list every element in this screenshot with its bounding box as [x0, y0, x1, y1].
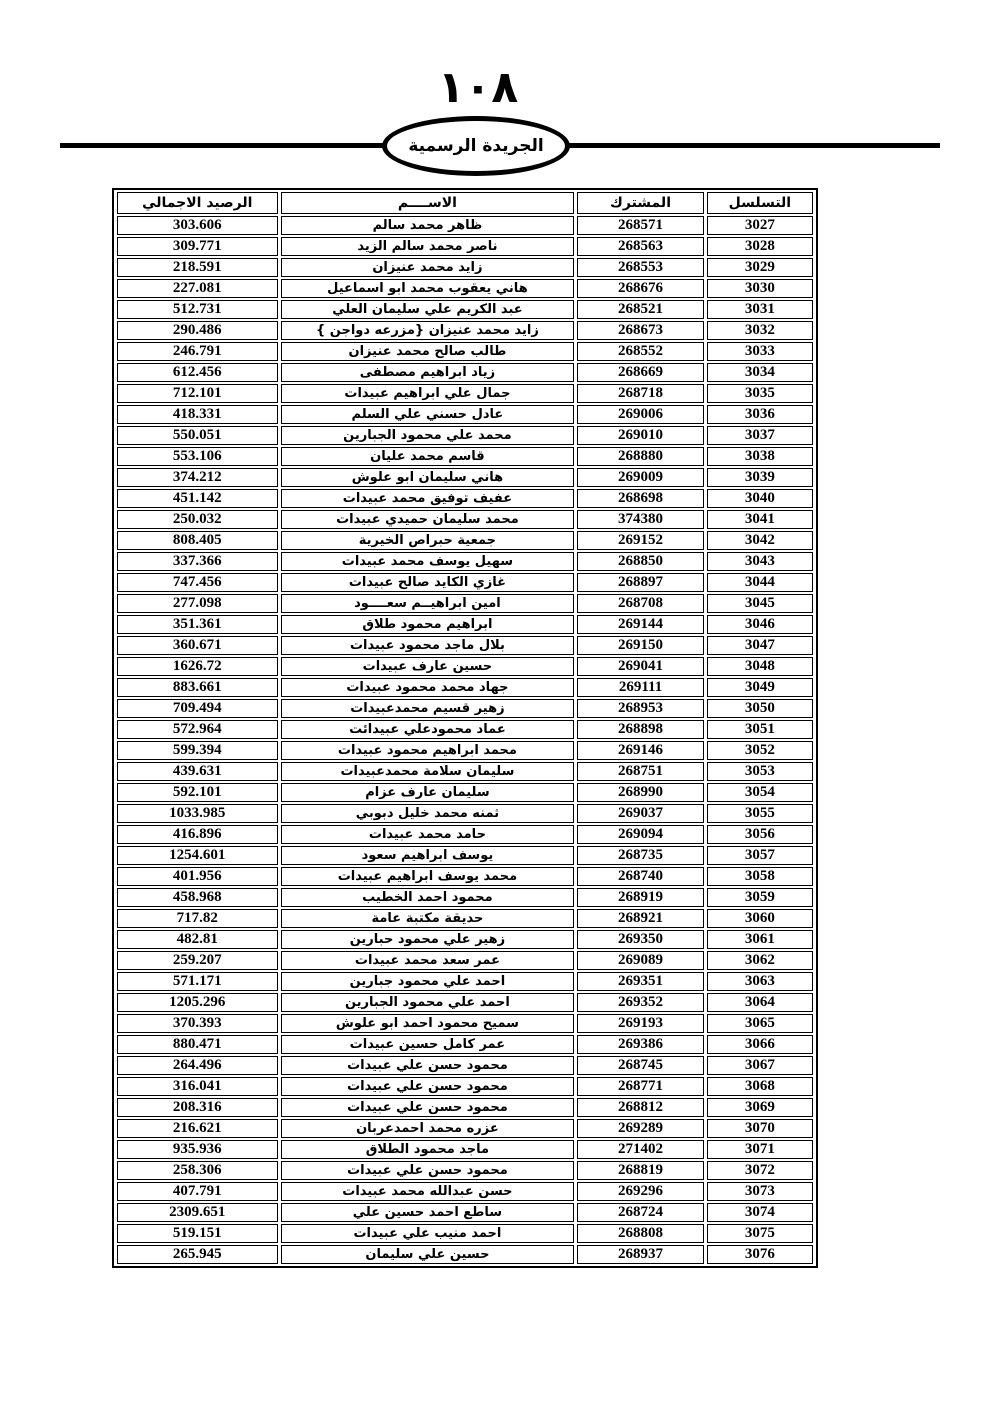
cell-name: زايد محمد عنيزان [281, 258, 575, 277]
table-row [117, 279, 813, 298]
cell-balance: 370.393 [117, 1014, 278, 1033]
cell-subscriber: 269352 [577, 993, 703, 1012]
table-row [117, 300, 813, 319]
cell-serial: 3038 [707, 447, 813, 466]
gazette-ellipse-badge [382, 116, 570, 176]
cell-name: عمر سعد محمد عبيدات [281, 951, 575, 970]
cell-serial: 3042 [707, 531, 813, 550]
cell-subscriber: 269146 [577, 741, 703, 760]
cell-subscriber: 269111 [577, 678, 703, 697]
cell-balance: 550.051 [117, 426, 278, 445]
cell-serial: 3039 [707, 468, 813, 487]
cell-subscriber: 269041 [577, 657, 703, 676]
table-row [117, 1203, 813, 1222]
cell-subscriber: 269289 [577, 1119, 703, 1138]
page-number: ١٠٨ [437, 62, 519, 113]
cell-subscriber: 269006 [577, 405, 703, 424]
cell-balance: 592.101 [117, 783, 278, 802]
cell-subscriber: 269010 [577, 426, 703, 445]
cell-name: ظاهر محمد سالم [281, 216, 575, 235]
cell-subscriber: 269144 [577, 615, 703, 634]
cell-name: عماد محمودعلي عبيدائت [281, 720, 575, 739]
cell-subscriber: 268676 [577, 279, 703, 298]
cell-balance: 401.956 [117, 867, 278, 886]
cell-serial: 3059 [707, 888, 813, 907]
cell-balance: 451.142 [117, 489, 278, 508]
cell-serial: 3031 [707, 300, 813, 319]
cell-serial: 3029 [707, 258, 813, 277]
table-header-row [117, 192, 813, 214]
table-row [117, 783, 813, 802]
cell-balance: 553.106 [117, 447, 278, 466]
cell-balance: 407.791 [117, 1182, 278, 1201]
table-row [117, 636, 813, 655]
cell-serial: 3049 [707, 678, 813, 697]
cell-serial: 3053 [707, 762, 813, 781]
gazette-title: الجريدة الرسمية [408, 136, 544, 156]
cell-subscriber: 268921 [577, 909, 703, 928]
cell-balance: 277.098 [117, 594, 278, 613]
table-row [117, 1077, 813, 1096]
cell-subscriber: 268898 [577, 720, 703, 739]
cell-serial: 3068 [707, 1077, 813, 1096]
cell-name: سليمان سلامة محمدعبيدات [281, 762, 575, 781]
cell-balance: 599.394 [117, 741, 278, 760]
cell-name: غازي الكايد صالح عبيدات [281, 573, 575, 592]
cell-serial: 3044 [707, 573, 813, 592]
cell-name: عمر كامل حسين عبيدات [281, 1035, 575, 1054]
table-row [117, 1224, 813, 1243]
cell-name: عزره محمد احمدعربان [281, 1119, 575, 1138]
cell-subscriber: 269037 [577, 804, 703, 823]
table-row [117, 1014, 813, 1033]
cell-subscriber: 268563 [577, 237, 703, 256]
cell-subscriber: 268808 [577, 1224, 703, 1243]
cell-name: جمعية حبراص الخيرية [281, 531, 575, 550]
cell-balance: 935.936 [117, 1140, 278, 1159]
cell-balance: 216.621 [117, 1119, 278, 1138]
cell-name: زهير علي محمود حبارين [281, 930, 575, 949]
cell-name: محمود حسن علي عبيدات [281, 1056, 575, 1075]
cell-serial: 3054 [707, 783, 813, 802]
table-row [117, 1182, 813, 1201]
cell-balance: 218.591 [117, 258, 278, 277]
cell-balance: 265.945 [117, 1245, 278, 1264]
cell-balance: 712.101 [117, 384, 278, 403]
table-row [117, 762, 813, 781]
col-header-subscriber: المشترك [577, 192, 703, 214]
cell-subscriber: 268552 [577, 342, 703, 361]
cell-subscriber: 268669 [577, 363, 703, 382]
cell-balance: 351.361 [117, 615, 278, 634]
cell-balance: 458.968 [117, 888, 278, 907]
cell-subscriber: 268724 [577, 1203, 703, 1222]
table-row [117, 342, 813, 361]
table-row [117, 972, 813, 991]
col-header-serial: التسلسل [707, 192, 813, 214]
cell-balance: 258.306 [117, 1161, 278, 1180]
table-row [117, 804, 813, 823]
cell-balance: 227.081 [117, 279, 278, 298]
cell-subscriber: 268880 [577, 447, 703, 466]
cell-name: ثمنه محمد خليل دبوبي [281, 804, 575, 823]
cell-balance: 337.366 [117, 552, 278, 571]
cell-serial: 3028 [707, 237, 813, 256]
cell-serial: 3061 [707, 930, 813, 949]
cell-serial: 3034 [707, 363, 813, 382]
cell-serial: 3037 [707, 426, 813, 445]
cell-name: ناصر محمد سالم الزيد [281, 237, 575, 256]
cell-subscriber: 268571 [577, 216, 703, 235]
cell-subscriber: 269009 [577, 468, 703, 487]
cell-serial: 3045 [707, 594, 813, 613]
cell-subscriber: 268897 [577, 573, 703, 592]
table-row [117, 594, 813, 613]
table-row [117, 930, 813, 949]
cell-serial: 3058 [707, 867, 813, 886]
cell-name: هاني يعقوب محمد ابو اسماعيل [281, 279, 575, 298]
cell-name: حسن عبدالله محمد عبيدات [281, 1182, 575, 1201]
table-row [117, 258, 813, 277]
cell-balance: 880.471 [117, 1035, 278, 1054]
table-row [117, 699, 813, 718]
table-row [117, 1056, 813, 1075]
cell-subscriber: 268919 [577, 888, 703, 907]
cell-balance: 374.212 [117, 468, 278, 487]
cell-balance: 572.964 [117, 720, 278, 739]
table-row [117, 657, 813, 676]
table-body [117, 216, 813, 1264]
cell-subscriber: 268740 [577, 867, 703, 886]
cell-name: محمد سليمان حميدي عبيدات [281, 510, 575, 529]
table-row [117, 909, 813, 928]
cell-name: حسين عارف عبيدات [281, 657, 575, 676]
cell-balance: 747.456 [117, 573, 278, 592]
cell-subscriber: 268937 [577, 1245, 703, 1264]
cell-balance: 418.331 [117, 405, 278, 424]
cell-balance: 1033.985 [117, 804, 278, 823]
cell-subscriber: 268553 [577, 258, 703, 277]
table-row [117, 384, 813, 403]
cell-subscriber: 271402 [577, 1140, 703, 1159]
cell-serial: 3030 [707, 279, 813, 298]
cell-subscriber: 268735 [577, 846, 703, 865]
table-row [117, 720, 813, 739]
cell-name: عادل حسني علي السلم [281, 405, 575, 424]
cell-balance: 259.207 [117, 951, 278, 970]
cell-name: محمود حسن علي عبيدات [281, 1077, 575, 1096]
cell-serial: 3047 [707, 636, 813, 655]
cell-serial: 3052 [707, 741, 813, 760]
table-row [117, 468, 813, 487]
cell-subscriber: 268771 [577, 1077, 703, 1096]
table-row [117, 825, 813, 844]
cell-subscriber: 268751 [577, 762, 703, 781]
cell-subscriber: 269386 [577, 1035, 703, 1054]
cell-name: سهيل يوسف محمد عبيدات [281, 552, 575, 571]
cell-balance: 360.671 [117, 636, 278, 655]
cell-name: زياد ابراهيم مصطفى [281, 363, 575, 382]
table-row [117, 741, 813, 760]
cell-name: ماجد محمود الطلاق [281, 1140, 575, 1159]
table-row [117, 951, 813, 970]
cell-serial: 3036 [707, 405, 813, 424]
table-row [117, 615, 813, 634]
cell-name: عفيف توفيق محمد عبيدات [281, 489, 575, 508]
cell-serial: 3043 [707, 552, 813, 571]
cell-subscriber: 268521 [577, 300, 703, 319]
cell-balance: 1626.72 [117, 657, 278, 676]
cell-balance: 717.82 [117, 909, 278, 928]
cell-name: محمود حسن علي عبيدات [281, 1161, 575, 1180]
cell-subscriber: 268990 [577, 783, 703, 802]
table-row [117, 846, 813, 865]
cell-balance: 2309.651 [117, 1203, 278, 1222]
cell-serial: 3072 [707, 1161, 813, 1180]
table-row [117, 363, 813, 382]
cell-name: احمد علي محمود جبارين [281, 972, 575, 991]
cell-balance: 519.151 [117, 1224, 278, 1243]
cell-subscriber: 268819 [577, 1161, 703, 1180]
cell-subscriber: 269094 [577, 825, 703, 844]
col-header-name: الاســــم [281, 192, 575, 214]
cell-balance: 612.456 [117, 363, 278, 382]
cell-name: ساطع احمد حسين علي [281, 1203, 575, 1222]
cell-serial: 3055 [707, 804, 813, 823]
table-row [117, 216, 813, 235]
cell-balance: 571.171 [117, 972, 278, 991]
cell-serial: 3057 [707, 846, 813, 865]
table-row [117, 993, 813, 1012]
cell-serial: 3051 [707, 720, 813, 739]
table-row [117, 1245, 813, 1264]
cell-subscriber: 374380 [577, 510, 703, 529]
cell-serial: 3035 [707, 384, 813, 403]
cell-subscriber: 268673 [577, 321, 703, 340]
cell-serial: 3060 [707, 909, 813, 928]
cell-serial: 3048 [707, 657, 813, 676]
cell-balance: 808.405 [117, 531, 278, 550]
cell-balance: 512.731 [117, 300, 278, 319]
cell-balance: 1205.296 [117, 993, 278, 1012]
cell-subscriber: 269193 [577, 1014, 703, 1033]
table-row [117, 1119, 813, 1138]
cell-subscriber: 269351 [577, 972, 703, 991]
cell-name: جمال علي ابراهيم عبيدات [281, 384, 575, 403]
table-row [117, 321, 813, 340]
cell-balance: 208.316 [117, 1098, 278, 1117]
table-row [117, 405, 813, 424]
cell-subscriber: 269296 [577, 1182, 703, 1201]
cell-serial: 3046 [707, 615, 813, 634]
cell-balance: 709.494 [117, 699, 278, 718]
cell-subscriber: 268698 [577, 489, 703, 508]
cell-serial: 3041 [707, 510, 813, 529]
cell-name: محمد ابراهيم محمود عبيدات [281, 741, 575, 760]
table-row [117, 678, 813, 697]
cell-balance: 482.81 [117, 930, 278, 949]
cell-balance: 303.606 [117, 216, 278, 235]
cell-name: سليمان عارف عزام [281, 783, 575, 802]
cell-name: احمد منيب علي عبيدات [281, 1224, 575, 1243]
cell-balance: 1254.601 [117, 846, 278, 865]
table-row [117, 447, 813, 466]
table-row [117, 510, 813, 529]
col-header-balance: الرصيد الاجمالي [117, 192, 278, 214]
cell-subscriber: 268953 [577, 699, 703, 718]
cell-balance: 264.496 [117, 1056, 278, 1075]
cell-balance: 290.486 [117, 321, 278, 340]
cell-subscriber: 268812 [577, 1098, 703, 1117]
cell-subscriber: 269089 [577, 951, 703, 970]
cell-serial: 3064 [707, 993, 813, 1012]
cell-balance: 250.032 [117, 510, 278, 529]
subscribers-table [112, 188, 818, 1268]
cell-name: حديقة مكتبة عامة [281, 909, 575, 928]
table-row [117, 1098, 813, 1117]
cell-serial: 3067 [707, 1056, 813, 1075]
cell-serial: 3066 [707, 1035, 813, 1054]
cell-name: قاسم محمد عليان [281, 447, 575, 466]
cell-subscriber: 269350 [577, 930, 703, 949]
cell-serial: 3065 [707, 1014, 813, 1033]
cell-subscriber: 268745 [577, 1056, 703, 1075]
cell-subscriber: 268718 [577, 384, 703, 403]
cell-name: احمد علي محمود الجبارين [281, 993, 575, 1012]
table-row [117, 1035, 813, 1054]
cell-name: ابراهيم محمود طلاق [281, 615, 575, 634]
cell-name: جهاد محمد محمود عبيدات [281, 678, 575, 697]
cell-name: زايد محمد عنيزان {مزرعه دواجن } [281, 321, 575, 340]
cell-serial: 3040 [707, 489, 813, 508]
cell-balance: 316.041 [117, 1077, 278, 1096]
table-row [117, 867, 813, 886]
cell-name: محمود حسن علي عبيدات [281, 1098, 575, 1117]
cell-balance: 309.771 [117, 237, 278, 256]
cell-serial: 3070 [707, 1119, 813, 1138]
cell-serial: 3074 [707, 1203, 813, 1222]
cell-subscriber: 268850 [577, 552, 703, 571]
cell-name: زهير قسيم محمدعبيدات [281, 699, 575, 718]
cell-subscriber: 269152 [577, 531, 703, 550]
cell-name: طالب صالح محمد عنيزان [281, 342, 575, 361]
cell-balance: 439.631 [117, 762, 278, 781]
cell-serial: 3076 [707, 1245, 813, 1264]
cell-name: يوسف ابراهيم سعود [281, 846, 575, 865]
table-row [117, 1140, 813, 1159]
cell-subscriber: 268708 [577, 594, 703, 613]
table-row [117, 573, 813, 592]
cell-serial: 3075 [707, 1224, 813, 1243]
cell-serial: 3050 [707, 699, 813, 718]
cell-serial: 3056 [707, 825, 813, 844]
cell-name: عبد الكريم علي سليمان العلي [281, 300, 575, 319]
cell-balance: 883.661 [117, 678, 278, 697]
cell-balance: 416.896 [117, 825, 278, 844]
cell-serial: 3027 [707, 216, 813, 235]
cell-serial: 3033 [707, 342, 813, 361]
cell-name: بلال ماجد محمود عبيدات [281, 636, 575, 655]
table-row [117, 237, 813, 256]
table-row [117, 552, 813, 571]
cell-name: حامد محمد عبيدات [281, 825, 575, 844]
table-row [117, 888, 813, 907]
cell-name: محمد يوسف ابراهيم عبيدات [281, 867, 575, 886]
cell-serial: 3071 [707, 1140, 813, 1159]
cell-name: امين ابراهيــم سعــــود [281, 594, 575, 613]
table-row [117, 489, 813, 508]
table-wrap [112, 188, 818, 1268]
cell-name: محمد علي محمود الجبارين [281, 426, 575, 445]
cell-name: هاني سليمان ابو علوش [281, 468, 575, 487]
cell-serial: 3073 [707, 1182, 813, 1201]
table-row [117, 426, 813, 445]
cell-balance: 246.791 [117, 342, 278, 361]
cell-serial: 3062 [707, 951, 813, 970]
cell-name: سميح محمود احمد ابو علوش [281, 1014, 575, 1033]
cell-serial: 3069 [707, 1098, 813, 1117]
cell-serial: 3063 [707, 972, 813, 991]
table-row [117, 531, 813, 550]
table-row [117, 1161, 813, 1180]
cell-name: حسين علي سليمان [281, 1245, 575, 1264]
cell-name: محمود احمد الخطيب [281, 888, 575, 907]
cell-serial: 3032 [707, 321, 813, 340]
cell-subscriber: 269150 [577, 636, 703, 655]
